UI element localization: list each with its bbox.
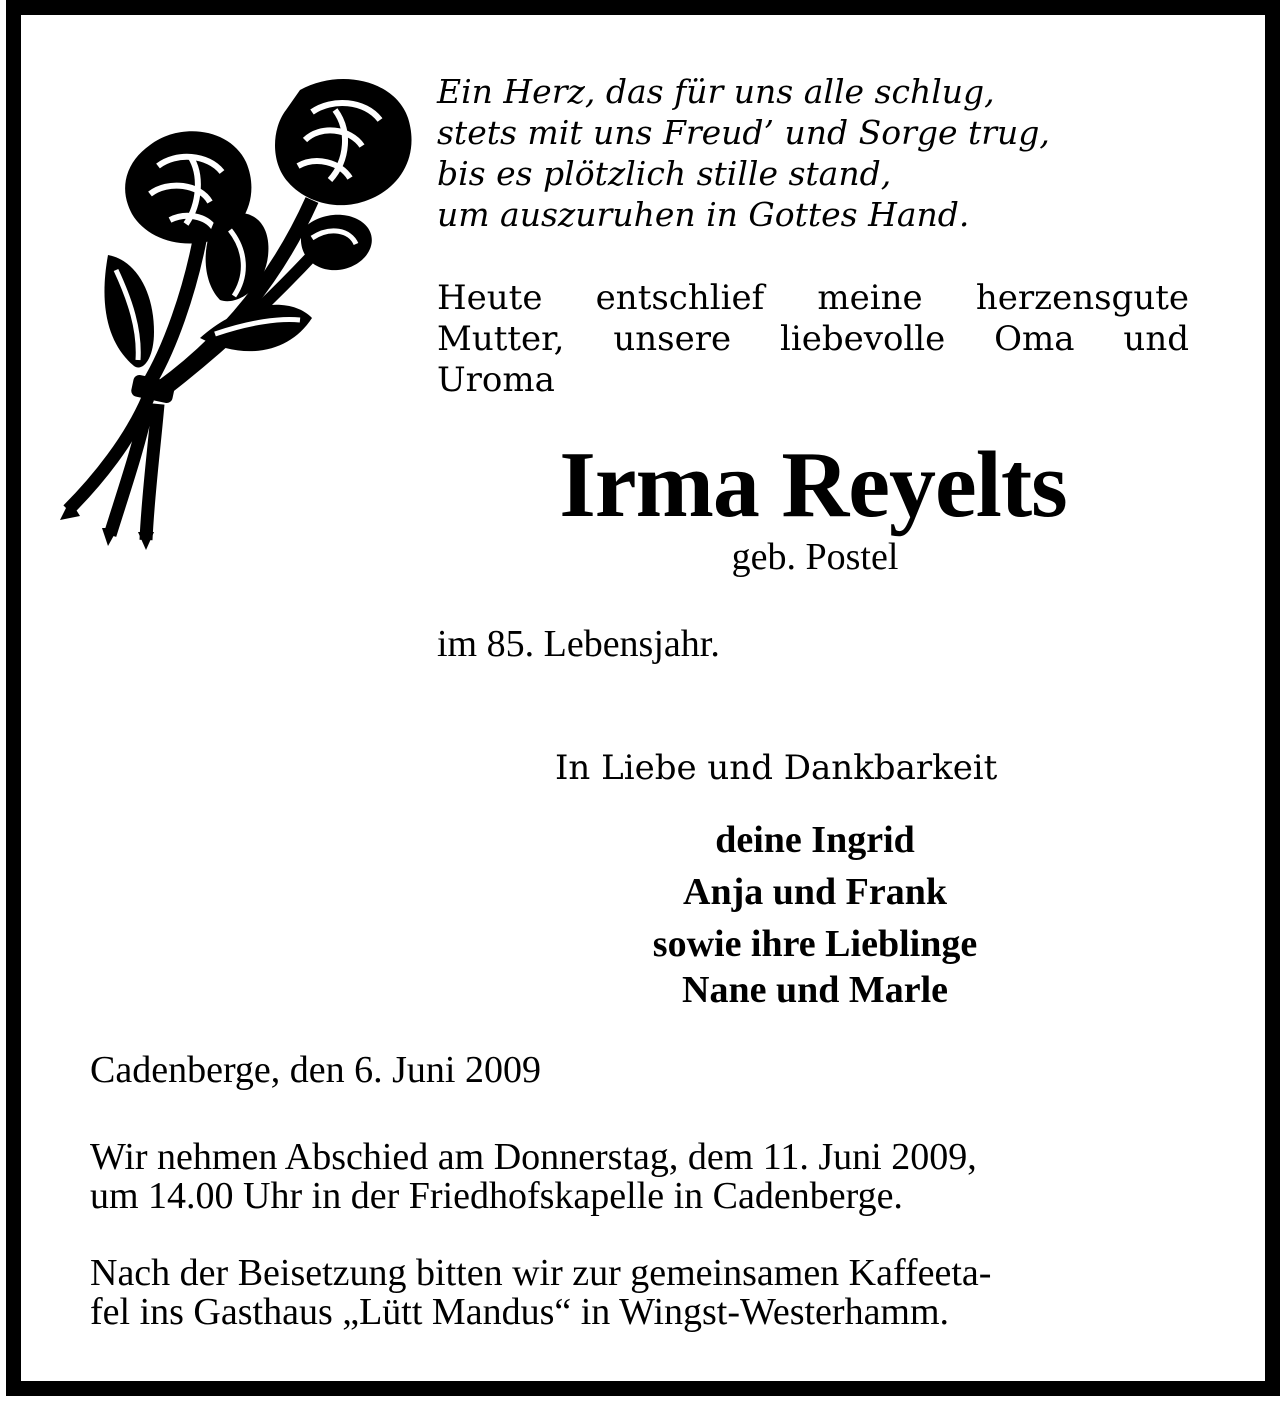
deceased-name: Irma Reyelts xyxy=(559,433,1067,537)
poem-line: stets mit uns Freud’ und Sorge trug, xyxy=(437,113,1050,152)
place-date: Cadenberge, den 6. Juni 2009 xyxy=(90,1049,541,1091)
gratitude-line: In Liebe und Dankbarkeit xyxy=(555,748,998,788)
mourners-list xyxy=(560,814,1070,1016)
rose-bouquet-icon xyxy=(50,70,425,550)
memorial-poem xyxy=(437,71,1197,235)
reception-line: fel ins Gasthaus „Lütt Mandus“ in Wingst-Westerhamm. xyxy=(90,1291,950,1333)
poem-line: um auszuruhen in Gottes Hand. xyxy=(437,195,970,234)
announcement-text xyxy=(437,278,1189,401)
reception-details xyxy=(90,1254,1190,1332)
announcement-line: Heute entschlief meine herzensgute xyxy=(437,278,1189,318)
announcement-line: Mutter, unsere liebevolle Oma und xyxy=(437,319,1189,359)
mourner-entry: Anja und Frank xyxy=(683,871,947,913)
maiden-name: geb. Postel xyxy=(731,536,899,578)
poem-line: bis es plötzlich stille stand, xyxy=(437,154,892,193)
funeral-details xyxy=(90,1138,1190,1216)
funeral-line: Wir nehmen Abschied am Donnerstag, dem 11. Juni 2009, xyxy=(90,1136,977,1178)
funeral-line: um 14.00 Uhr in der Friedhofskapelle in Cadenberge. xyxy=(90,1175,903,1217)
announcement-line: Uroma xyxy=(437,360,555,400)
mourner-entry: deine Ingrid xyxy=(715,819,915,861)
reception-line: Nach der Beisetzung bitten wir zur gemeinsamen Kaffeeta- xyxy=(90,1252,992,1294)
mourner-entry: sowie ihre Lieblinge xyxy=(652,923,978,965)
mourner-entry: Nane und Marle xyxy=(682,969,948,1011)
age-note: im 85. Lebensjahr. xyxy=(437,623,720,665)
poem-line: Ein Herz, das für uns alle schlug, xyxy=(437,72,995,111)
